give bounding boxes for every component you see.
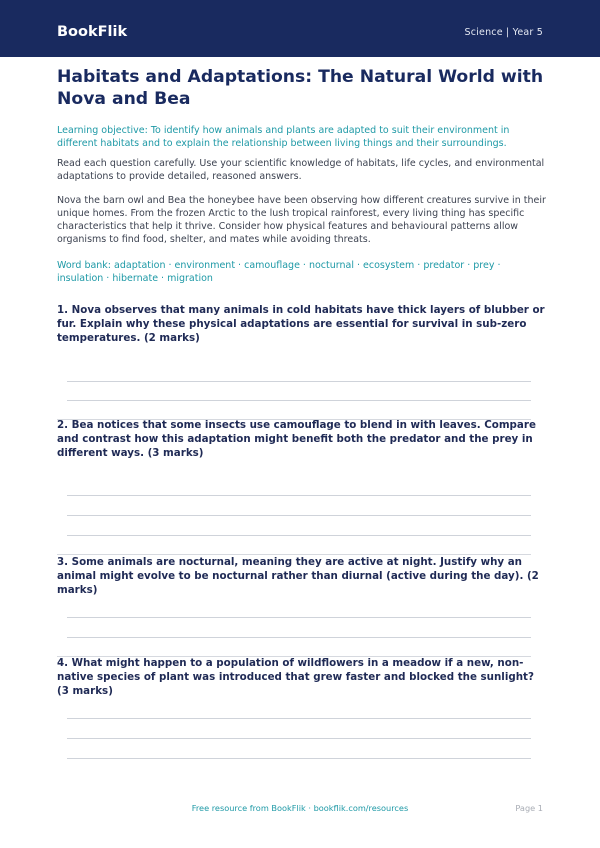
subject-label: Science | Year 5 — [464, 27, 543, 38]
question-text: 1. Nova observes that many animals in cold habitats have thick layers of blubber or fur. Explain why these physical adaptations are essential for survival in sub-zero temperatures. (2 marks) — [57, 304, 545, 344]
answer-line[interactable] — [67, 515, 531, 516]
footer-credit: Free resource from BookFlik · bookflik.com/resources — [191, 803, 409, 813]
question-4 — [57, 656, 547, 698]
question-3 — [57, 555, 547, 597]
page-header — [0, 0, 600, 57]
worksheet-title: Habitats and Adaptations: The Natural World with Nova and Bea — [57, 67, 544, 109]
answer-line[interactable] — [67, 637, 531, 638]
answer-line[interactable] — [67, 495, 531, 496]
question-2 — [57, 418, 547, 460]
question-text: 4. What might happen to a population of wildflowers in a meadow if a new, non-native species of plant was introduced that grew faster and blocked the sunlight? (3 marks) — [57, 657, 534, 697]
question-text: 3. Some animals are nocturnal, meaning they are active at night. Justify why an animal might evolve to be nocturnal rather than diurnal (active during the day). (2 marks) — [57, 556, 539, 596]
learning-objective: Learning objective: To identify how animals and plants are adapted to suit their environment in different habitats and to explain the relationship between living things and their surroundings. — [57, 125, 510, 149]
answer-line[interactable] — [67, 718, 531, 719]
intro-text: Nova the barn owl and Bea the honeybee have been observing how different creatures survive in their unique homes. From the frozen Arctic to the lush tropical rainforest, every living thing has specific characteristics that help it thrive. Consider how physical features and behavioural patterns allow organisms to find food, shelter, and mates while avoiding threats. — [57, 195, 546, 245]
word-bank: Word bank: adaptation · environment · camouflage · nocturnal · ecosystem · predator · prey · insulation · hibernate · migration — [57, 260, 501, 284]
page-number: Page 1 — [515, 803, 543, 813]
question-text: 2. Bea notices that some insects use camouflage to blend in with leaves. Compare and contrast how this adaptation might benefit both the predator and the prey in different ways. (3 marks) — [57, 419, 536, 459]
answer-line[interactable] — [67, 617, 531, 618]
answer-line[interactable] — [67, 381, 531, 382]
brand-logo: BookFlik — [57, 24, 128, 40]
question-1 — [57, 303, 547, 345]
answer-line[interactable] — [67, 400, 531, 401]
answer-line[interactable] — [67, 738, 531, 739]
instructions-text: Read each question carefully. Use your scientific knowledge of habitats, life cycles, and environmental adaptations to provide detailed, reasoned answers. — [57, 158, 545, 182]
answer-line[interactable] — [67, 535, 531, 536]
answer-line[interactable] — [67, 758, 531, 759]
